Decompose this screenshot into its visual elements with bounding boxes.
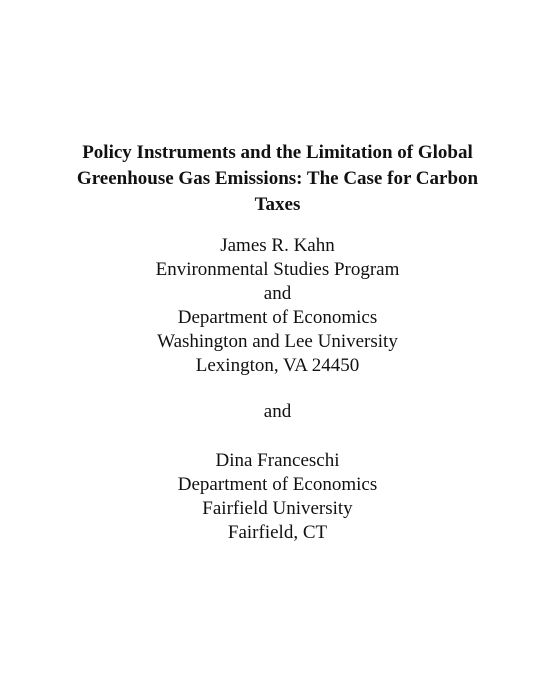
author-2-name: Dina Franceschi	[215, 450, 340, 471]
author-1-institution: Washington and Lee University	[157, 331, 398, 352]
author-1-location: Lexington, VA 24450	[195, 355, 360, 376]
title-line-1: Policy Instruments and the Limitation of Global	[82, 142, 473, 163]
author-2-institution: Fairfield University	[202, 498, 353, 519]
paper-title	[30, 140, 525, 218]
title-line-3: Taxes	[254, 194, 301, 215]
author-separator-text: and	[263, 401, 292, 422]
author-2-location: Fairfield, CT	[227, 522, 328, 543]
author-separator	[30, 400, 525, 424]
author-1-name: James R. Kahn	[220, 235, 335, 256]
author-1-conjunction: and	[263, 283, 292, 304]
title-line-2: Greenhouse Gas Emissions: The Case for Carbon	[76, 168, 479, 189]
author-1-affiliation-2: Department of Economics	[177, 307, 378, 328]
author-2-department: Department of Economics	[177, 474, 378, 495]
author-2-block	[30, 449, 525, 545]
author-1-affiliation-1: Environmental Studies Program	[155, 259, 400, 280]
author-1-block	[30, 234, 525, 378]
